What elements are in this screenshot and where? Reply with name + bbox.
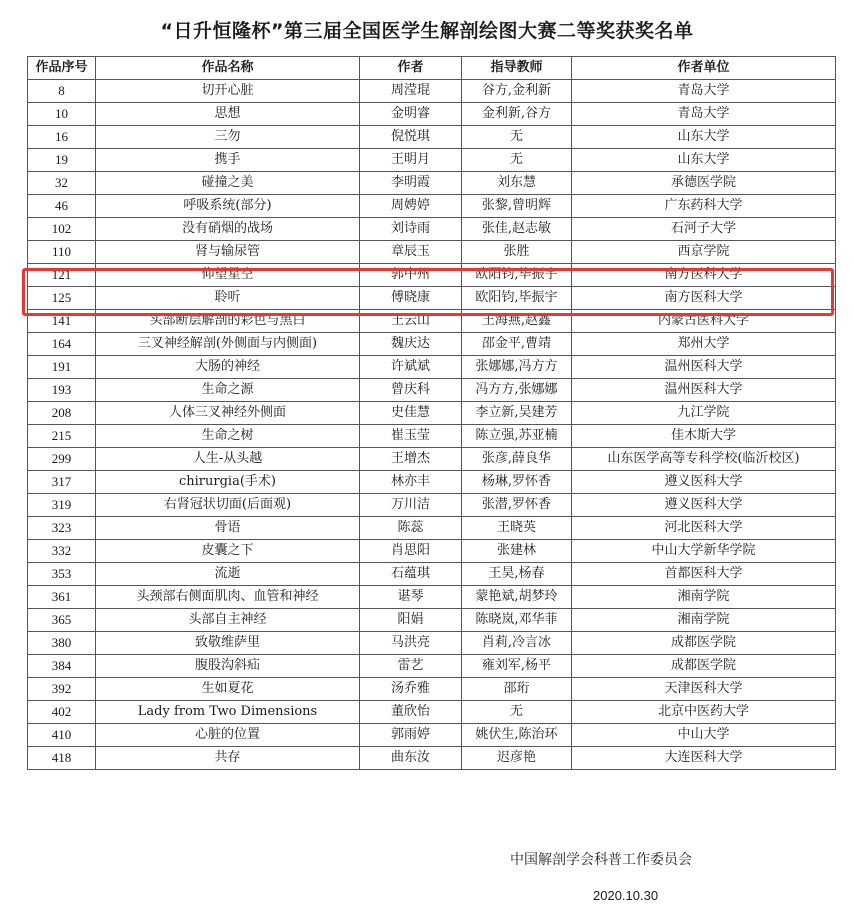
table-row [28,264,836,287]
cell-work-title: Lady from Two Dimensions [96,701,360,724]
cell-advisor: 张佳,赵志敏 [462,218,572,241]
cell-advisor: 谷方,金利新 [462,80,572,103]
cell-work-title: 呼吸系统(部分) [96,195,360,218]
cell-institution: 河北医科大学 [572,517,836,540]
cell-id: 19 [28,149,96,172]
cell-advisor: 无 [462,701,572,724]
cell-institution: 南方医科大学 [572,287,836,310]
cell-institution: 南方医科大学 [572,264,836,287]
cell-work-title: 三叉神经解剖(外侧面与内侧面) [96,333,360,356]
cell-institution: 北京中医药大学 [572,701,836,724]
cell-author: 刘诗雨 [360,218,462,241]
cell-institution: 温州医科大学 [572,356,836,379]
cell-id: 365 [28,609,96,632]
table-row [28,126,836,149]
cell-advisor: 张潜,罗怀香 [462,494,572,517]
header-advisor: 指导教师 [462,57,572,80]
cell-institution: 天津医科大学 [572,678,836,701]
cell-institution: 西京学院 [572,241,836,264]
table-row [28,471,836,494]
cell-work-title: 腹股沟斜疝 [96,655,360,678]
table-row [28,172,836,195]
cell-id: 193 [28,379,96,402]
cell-author: 李明霞 [360,172,462,195]
cell-advisor: 陈立强,苏亚楠 [462,425,572,448]
award-table [27,56,836,770]
table-row [28,701,836,724]
cell-author: 曾庆科 [360,379,462,402]
cell-institution: 山东大学 [572,149,836,172]
table-row [28,563,836,586]
cell-institution: 遵义医科大学 [572,494,836,517]
cell-id: 16 [28,126,96,149]
cell-author: 肖思阳 [360,540,462,563]
table-row [28,195,836,218]
table-row [28,310,836,333]
header-work-title: 作品名称 [96,57,360,80]
cell-work-title: 右肾冠状切面(后面观) [96,494,360,517]
cell-advisor: 张建林 [462,540,572,563]
cell-work-title: 大肠的神经 [96,356,360,379]
table-row [28,609,836,632]
cell-author: 谌琴 [360,586,462,609]
table-row [28,287,836,310]
cell-work-title: 聆听 [96,287,360,310]
cell-work-title: 致敬维萨里 [96,632,360,655]
cell-author: 雷艺 [360,655,462,678]
sign-date: 2020.10.30 [593,888,659,903]
cell-author: 倪悦琪 [360,126,462,149]
cell-advisor: 蒙艳斌,胡梦玲 [462,586,572,609]
cell-institution: 中山大学新华学院 [572,540,836,563]
cell-work-title: 头部自主神经 [96,609,360,632]
cell-advisor: 迟彦艳 [462,747,572,770]
cell-author: 周娉婷 [360,195,462,218]
cell-author: 阳娟 [360,609,462,632]
cell-work-title: 人体三叉神经外侧面 [96,402,360,425]
cell-institution: 石河子大学 [572,218,836,241]
cell-id: 361 [28,586,96,609]
cell-work-title: 人生-从头越 [96,448,360,471]
table-row [28,379,836,402]
cell-institution: 内蒙古医科大学 [572,310,836,333]
table-row [28,517,836,540]
cell-work-title: 切开心脏 [96,80,360,103]
cell-institution: 成都医学院 [572,632,836,655]
table-row [28,747,836,770]
cell-work-title: 没有硝烟的战场 [96,218,360,241]
cell-advisor: 姚伏生,陈治环 [462,724,572,747]
table-row [28,402,836,425]
cell-advisor: 肖莉,冷言冰 [462,632,572,655]
cell-author: 石蕴琪 [360,563,462,586]
cell-institution: 首都医科大学 [572,563,836,586]
cell-author: 董欣怡 [360,701,462,724]
cell-id: 46 [28,195,96,218]
cell-id: 8 [28,80,96,103]
table-body [28,80,836,770]
cell-author: 万川洁 [360,494,462,517]
cell-author: 林亦丰 [360,471,462,494]
cell-id: 32 [28,172,96,195]
table-row [28,356,836,379]
cell-advisor: 邵金平,曹靖 [462,333,572,356]
cell-id: 299 [28,448,96,471]
cell-id: 110 [28,241,96,264]
cell-institution: 湘南学院 [572,609,836,632]
cell-id: 402 [28,701,96,724]
document-title: “日升恒隆杯”第三届全国医学生解剖绘图大赛二等奖获奖名单 [160,20,694,42]
cell-advisor: 杨琳,罗怀香 [462,471,572,494]
cell-institution: 中山大学 [572,724,836,747]
cell-work-title: 流逝 [96,563,360,586]
cell-id: 215 [28,425,96,448]
cell-work-title: 肾与输尿管 [96,241,360,264]
cell-institution: 郑州大学 [572,333,836,356]
cell-institution: 青岛大学 [572,103,836,126]
cell-id: 10 [28,103,96,126]
cell-advisor: 邵珩 [462,678,572,701]
cell-advisor: 欧阳钧,毕振宇 [462,264,572,287]
cell-id: 208 [28,402,96,425]
table-row [28,149,836,172]
table-row [28,678,836,701]
cell-work-title: 生命之树 [96,425,360,448]
cell-work-title: 思想 [96,103,360,126]
cell-id: 323 [28,517,96,540]
cell-institution: 九江学院 [572,402,836,425]
cell-id: 353 [28,563,96,586]
cell-advisor: 欧阳钧,毕振宇 [462,287,572,310]
table-row [28,333,836,356]
cell-work-title: 仰望星空 [96,264,360,287]
cell-author: 傅晓康 [360,287,462,310]
cell-author: 王明月 [360,149,462,172]
cell-institution: 青岛大学 [572,80,836,103]
cell-advisor: 李立新,吴建芳 [462,402,572,425]
cell-institution: 遵义医科大学 [572,471,836,494]
cell-advisor: 张彦,薛良华 [462,448,572,471]
cell-institution: 大连医科大学 [572,747,836,770]
cell-advisor: 陈晓岚,邓华菲 [462,609,572,632]
cell-institution: 广东药科大学 [572,195,836,218]
cell-id: 332 [28,540,96,563]
header-id: 作品序号 [28,57,96,80]
cell-work-title: 骨语 [96,517,360,540]
cell-work-title: 生命之源 [96,379,360,402]
cell-institution: 佳木斯大学 [572,425,836,448]
cell-advisor: 张黎,曾明辉 [462,195,572,218]
header-author: 作者 [360,57,462,80]
table-header-row [28,57,836,80]
cell-author: 马洪亮 [360,632,462,655]
cell-advisor: 王昊,杨春 [462,563,572,586]
cell-work-title: 生如夏花 [96,678,360,701]
cell-id: 380 [28,632,96,655]
cell-id: 191 [28,356,96,379]
cell-advisor: 王海燕,赵鑫 [462,310,572,333]
cell-author: 崔玉莹 [360,425,462,448]
cell-advisor: 张娜娜,冯方方 [462,356,572,379]
cell-id: 384 [28,655,96,678]
cell-institution: 成都医学院 [572,655,836,678]
cell-author: 魏庆达 [360,333,462,356]
cell-work-title: 皮囊之下 [96,540,360,563]
cell-work-title: 头部断层解剖的彩色与黑白 [96,310,360,333]
table-row [28,218,836,241]
cell-author: 史佳慧 [360,402,462,425]
cell-work-title: 心脏的位置 [96,724,360,747]
cell-work-title: 三勿 [96,126,360,149]
cell-author: 王增杰 [360,448,462,471]
cell-advisor: 张胜 [462,241,572,264]
cell-author: 郭中州 [360,264,462,287]
cell-institution: 湘南学院 [572,586,836,609]
table-row [28,724,836,747]
cell-work-title: 碰撞之美 [96,172,360,195]
cell-author: 汤乔雅 [360,678,462,701]
cell-id: 102 [28,218,96,241]
cell-author: 周滢琨 [360,80,462,103]
table-row [28,425,836,448]
cell-advisor: 无 [462,149,572,172]
table-row [28,632,836,655]
cell-id: 121 [28,264,96,287]
cell-advisor: 冯方方,张娜娜 [462,379,572,402]
cell-id: 418 [28,747,96,770]
cell-id: 392 [28,678,96,701]
cell-advisor: 金利新,谷方 [462,103,572,126]
cell-id: 319 [28,494,96,517]
cell-work-title: 头颈部右侧面肌肉、血管和神经 [96,586,360,609]
cell-author: 许斌斌 [360,356,462,379]
cell-author: 王云山 [360,310,462,333]
cell-advisor: 王晓英 [462,517,572,540]
table-row [28,448,836,471]
table-row [28,80,836,103]
cell-work-title: 携手 [96,149,360,172]
table-row [28,103,836,126]
table-row [28,586,836,609]
cell-advisor: 无 [462,126,572,149]
table-row [28,494,836,517]
cell-id: 141 [28,310,96,333]
signature: 中国解剖学会科普工作委员会 [510,852,692,868]
cell-institution: 山东医学高等专科学校(临沂校区) [572,448,836,471]
cell-advisor: 刘东慧 [462,172,572,195]
table-row [28,540,836,563]
cell-institution: 温州医科大学 [572,379,836,402]
cell-id: 125 [28,287,96,310]
cell-advisor: 雍刘军,杨平 [462,655,572,678]
cell-author: 金明睿 [360,103,462,126]
cell-author: 章辰玉 [360,241,462,264]
header-institution: 作者单位 [572,57,836,80]
table-row [28,241,836,264]
cell-author: 郭雨婷 [360,724,462,747]
table-row [28,655,836,678]
cell-work-title: 共存 [96,747,360,770]
cell-author: 曲东汝 [360,747,462,770]
cell-author: 陈蕊 [360,517,462,540]
cell-institution: 承德医学院 [572,172,836,195]
cell-id: 317 [28,471,96,494]
cell-id: 410 [28,724,96,747]
cell-institution: 山东大学 [572,126,836,149]
cell-id: 164 [28,333,96,356]
cell-work-title: chirurgia(手术) [96,471,360,494]
